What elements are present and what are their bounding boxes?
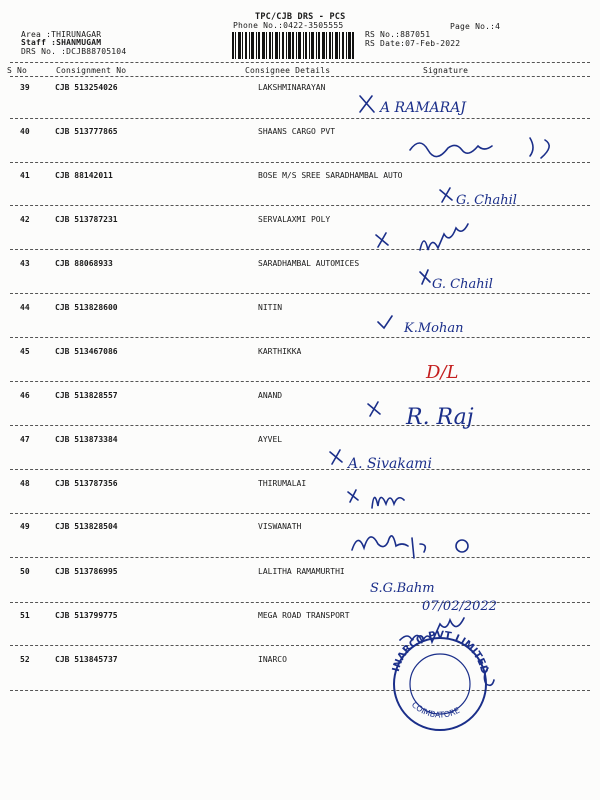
row-consignment: CJB 513787231 xyxy=(55,215,118,224)
row-divider xyxy=(10,602,590,603)
table-row xyxy=(0,655,600,695)
table-row xyxy=(0,567,600,607)
area-label: Area :THIRUNAGAR xyxy=(21,30,102,39)
row-sno: 49 xyxy=(20,522,30,531)
row-sno: 43 xyxy=(20,259,30,268)
handwritten-name: R. Raj xyxy=(406,405,474,430)
row-consignment: CJB 513777865 xyxy=(55,127,118,136)
row-divider xyxy=(10,425,590,426)
row-sno: 48 xyxy=(20,479,30,488)
row-divider xyxy=(10,513,590,514)
page-number: Page No.:4 xyxy=(450,22,501,31)
table-row xyxy=(0,522,600,562)
row-consignee: SERVALAXMI POLY xyxy=(258,215,331,224)
row-consignment: CJB 88068933 xyxy=(55,259,113,268)
row-consignment: CJB 513254026 xyxy=(55,83,118,92)
row-consignee: VISWANATH xyxy=(258,522,302,531)
phone-number: Phone No.:0422-3505555 xyxy=(233,21,344,30)
divider xyxy=(10,62,590,63)
row-sno: 41 xyxy=(20,171,30,180)
row-consignee: MEGA ROAD TRANSPORT xyxy=(258,611,350,620)
handwritten-name: G. Chahil xyxy=(456,193,517,208)
column-header-consignment: Consignment No xyxy=(56,66,127,75)
column-header-signature: Signature xyxy=(423,66,469,75)
column-header-consignee: Consignee Details xyxy=(245,66,331,75)
row-sno: 40 xyxy=(20,127,30,136)
row-consignee: LAKSHMINARAYAN xyxy=(258,83,326,92)
row-sno: 44 xyxy=(20,303,30,312)
row-sno: 47 xyxy=(20,435,30,444)
row-consignee: THIRUMALAI xyxy=(258,479,307,488)
row-consignee: INARCO xyxy=(258,655,287,664)
row-consignment: CJB 513828504 xyxy=(55,522,118,531)
stamp-top-text: INARCO PVT LIMITED xyxy=(390,629,490,675)
row-sno: 51 xyxy=(20,611,30,620)
row-sno: 50 xyxy=(20,567,30,576)
handwritten-date: 07/02/2022 xyxy=(422,599,497,614)
row-divider xyxy=(10,205,590,206)
row-divider xyxy=(10,557,590,558)
rs-date: RS Date:07-Feb-2022 xyxy=(365,39,461,48)
row-divider xyxy=(10,381,590,382)
handwritten-name: K.Mohan xyxy=(404,321,464,336)
handwritten-name: G. Chahil xyxy=(432,277,493,292)
row-divider xyxy=(10,645,590,646)
handwritten-name: A. Sivakami xyxy=(348,456,432,472)
row-divider xyxy=(10,293,590,294)
row-divider xyxy=(10,469,590,470)
handwritten-name: S.G.Bahm xyxy=(370,581,435,596)
row-consignee: SHAANS CARGO PVT xyxy=(258,127,336,136)
row-consignment: CJB 513799775 xyxy=(55,611,118,620)
row-consignee: NITIN xyxy=(258,303,283,312)
row-consignment: CJB 513787356 xyxy=(55,479,118,488)
row-consignment: CJB 513467086 xyxy=(55,347,118,356)
row-consignee: LALITHA RAMAMURTHI xyxy=(258,567,345,576)
row-consignment: CJB 513828557 xyxy=(55,391,118,400)
row-sno: 52 xyxy=(20,655,30,664)
svg-text:COIMBATORE xyxy=(410,700,462,719)
row-divider xyxy=(10,337,590,338)
row-consignment: CJB 513828600 xyxy=(55,303,118,312)
stamp-bottom-text: COIMBATORE xyxy=(409,700,462,720)
handwritten-name: A RAMARAJ xyxy=(380,100,466,116)
row-divider xyxy=(10,118,590,119)
table-row xyxy=(0,83,600,123)
document-title: TPC/CJB DRS - PCS xyxy=(255,12,346,22)
row-sno: 39 xyxy=(20,83,30,92)
divider xyxy=(10,76,590,77)
row-consignee: ANAND xyxy=(258,391,283,400)
row-divider xyxy=(10,249,590,250)
table-row xyxy=(0,127,600,167)
row-consignee: KARTHIKKA xyxy=(258,347,302,356)
drs-number: DRS No. :DCJB88705104 xyxy=(21,47,127,56)
row-sno: 45 xyxy=(20,347,30,356)
row-divider xyxy=(10,690,590,691)
barcode xyxy=(232,32,354,59)
rs-number: RS No.:887051 xyxy=(365,30,431,39)
row-consignee: SARADHAMBAL AUTOMICES xyxy=(258,259,360,268)
row-consignee: BOSE M/S SREE SARADHAMBAL AUTO xyxy=(258,171,403,180)
row-consignment: CJB 513873384 xyxy=(55,435,118,444)
row-consignment: CJB 513845737 xyxy=(55,655,118,664)
row-sno: 42 xyxy=(20,215,30,224)
row-consignment: CJB 513786995 xyxy=(55,567,118,576)
row-consignee: AYVEL xyxy=(258,435,283,444)
row-sno: 46 xyxy=(20,391,30,400)
row-consignment: CJB 88142011 xyxy=(55,171,113,180)
row-divider xyxy=(10,162,590,163)
staff-label: Staff :SHANMUGAM xyxy=(21,38,102,47)
handwritten-note: D/L xyxy=(426,362,459,383)
column-header-sno: S No xyxy=(7,66,28,75)
